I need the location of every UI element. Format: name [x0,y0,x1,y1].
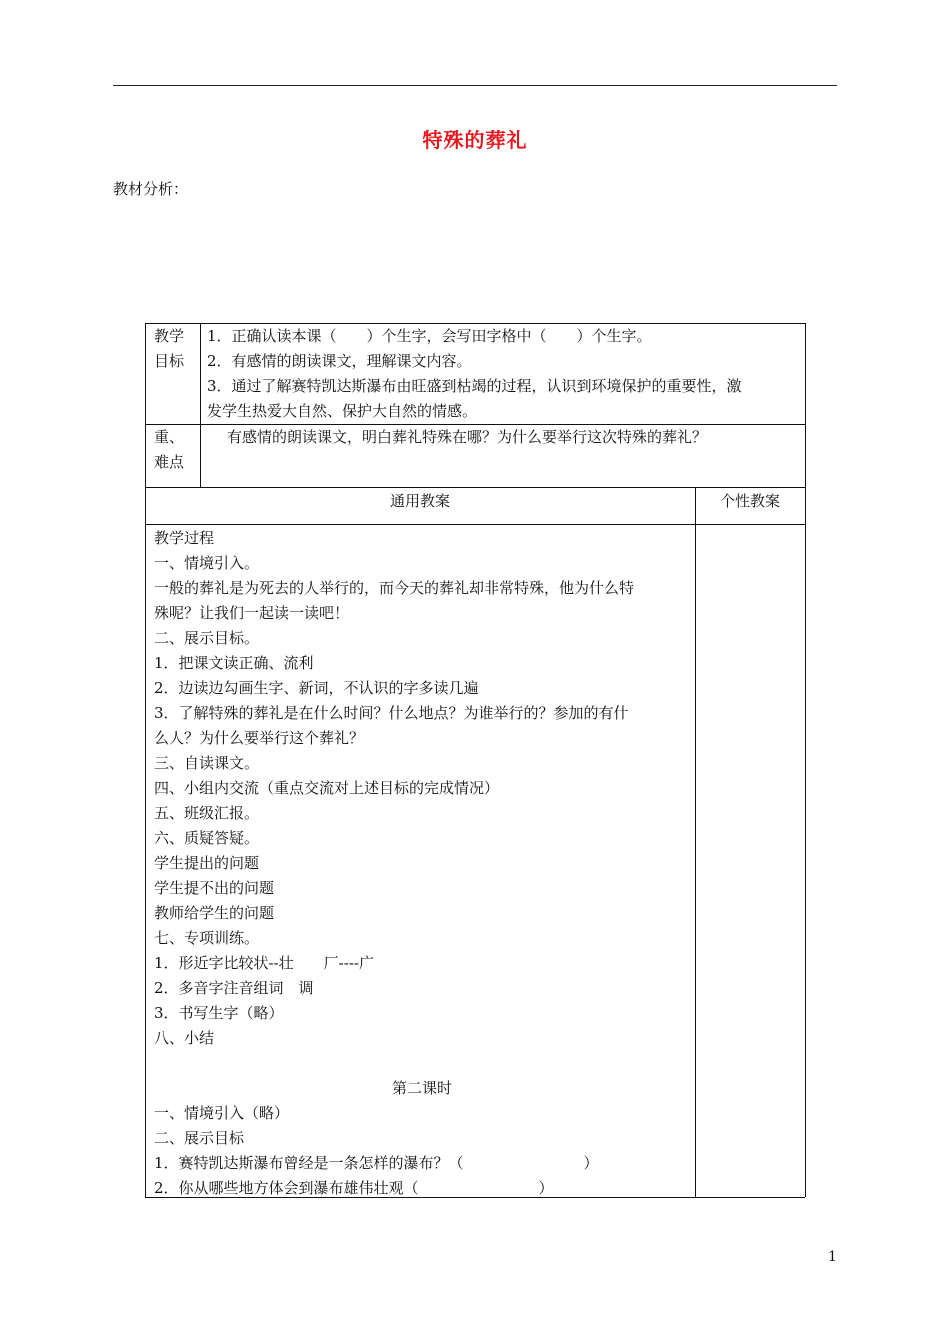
table-border-right [805,323,806,1197]
page-number: 1 [828,1249,837,1265]
table-label-divider [200,323,201,487]
process-line: 1．赛特凯达斯瀑布曾经是一条怎样的瀑布？（ ） [154,1154,599,1172]
process-line: 一般的葬礼是为死去的人举行的，而今天的葬礼却非常特殊，他为什么特 [154,579,635,597]
keypoints-label-line1: 重、 [154,428,185,446]
analysis-label: 教材分析： [113,180,189,198]
process-line: 二、展示目标。 [154,629,260,647]
process-line: 教学过程 [154,529,215,547]
process-line: 教师给学生的问题 [154,904,275,922]
process-line: 五、班级汇报。 [154,804,260,822]
process-content [154,526,690,1201]
process-line: 一、情境引入（略） [154,1104,290,1122]
process-line: 四、小组内交流（重点交流对上述目标的完成情况） [154,779,500,797]
second-lesson-title: 第二课时 [391,1079,452,1097]
goals-label-line1: 教学 [154,327,185,345]
process-line: 学生提不出的问题 [154,879,275,897]
page-title: 特殊的葬礼 [422,128,528,152]
process-line: 1．形近字比较状--壮 厂----广 [154,954,374,972]
goal-item-1: 1．正确认读本课（ ）个生字，会写田字格中（ ）个生字。 [207,327,652,345]
process-line: 么人？为什么要举行这个葬礼？ [154,729,365,747]
goal-item-3-cont: 发学生热爱大自然、保护大自然的情感。 [207,402,478,420]
process-line: 一、情境引入。 [154,554,260,572]
process-line: 三、自读课文。 [154,754,260,772]
header-rule [113,85,837,86]
goal-item-2: 2．有感情的朗读课文，理解课文内容。 [207,352,472,370]
keypoints-label-line2: 难点 [154,453,185,471]
process-line: 殊呢？让我们一起读一读吧！ [154,604,350,622]
keypoints-text: 有感情的朗读课文，明白葬礼特殊在哪？为什么要举行这次特殊的葬礼？ [227,428,708,446]
process-line: 二、展示目标 [154,1129,245,1147]
table-border-left [145,323,146,1197]
table-column-divider [695,487,696,1197]
col-header-personal: 个性教案 [719,492,780,510]
process-line: 八、小结 [154,1029,215,1047]
process-line: 2．多音字注音组词 调 [154,979,314,997]
goal-item-3: 3．通过了解赛特凯达斯瀑布由旺盛到枯竭的过程，认识到环境保护的重要性，激 [207,377,742,395]
blank-line [154,1051,690,1076]
process-line: 3．书写生字（略） [154,1004,284,1022]
process-line: 3．了解特殊的葬礼是在什么时间？什么地点？为谁举行的？参加的有什 [154,704,629,722]
process-line: 学生提出的问题 [154,854,260,872]
goals-label-line2: 目标 [154,352,185,370]
col-header-general: 通用教案 [389,492,450,510]
process-line: 2．你从哪些地方体会到瀑布雄伟壮观（ ） [154,1179,554,1197]
table-divider-2 [145,487,805,488]
process-line: 七、专项训练。 [154,929,260,947]
process-line: 1．把课文读正确、流利 [154,654,314,672]
process-line: 2．边读边勾画生字、新词，不认识的字多读几遍 [154,679,479,697]
process-line: 六、质疑答疑。 [154,829,260,847]
table-divider-3 [145,524,805,525]
